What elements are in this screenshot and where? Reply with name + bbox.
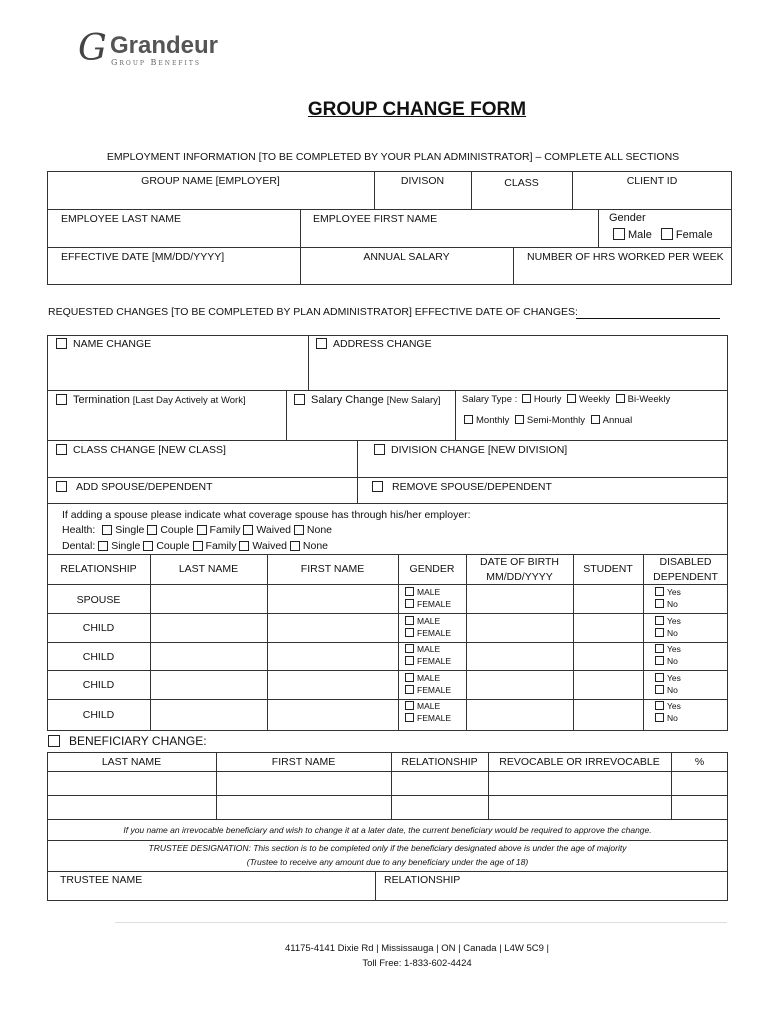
dental-label: Dental: — [62, 540, 96, 552]
female-label: FEMALE — [417, 713, 452, 723]
dependent-relationship: SPOUSE — [76, 594, 121, 606]
health-label: Health: — [62, 524, 96, 536]
no-label: No — [667, 713, 678, 723]
male-checkbox[interactable] — [405, 701, 414, 710]
female-checkbox[interactable] — [405, 713, 414, 722]
gender-label: Gender — [609, 212, 646, 224]
class-label: CLASS — [504, 177, 539, 189]
requested-heading: REQUESTED CHANGES [TO BE COMPLETED BY PLAN ADMINISTRATOR] EFFECTIVE DATE OF CHANGES: — [48, 306, 578, 318]
health-family-label: Family — [209, 524, 241, 536]
health-none-checkbox[interactable] — [294, 525, 304, 535]
yes-label: Yes — [667, 673, 681, 683]
add-spouse-checkbox[interactable] — [56, 481, 67, 492]
gender-options — [405, 672, 451, 696]
dental-coverage-row — [62, 540, 328, 552]
annual-salary-label: ANNUAL SALARY — [363, 251, 450, 263]
male-label: Male — [628, 229, 652, 241]
class-change-checkbox[interactable] — [56, 444, 67, 455]
disabled-header-line2: DEPENDENT — [653, 571, 718, 583]
dependent-relationship: CHILD — [82, 622, 115, 634]
health-coverage-row — [62, 524, 332, 536]
effective-date-line[interactable] — [576, 318, 720, 319]
dental-waived-label: Waived — [252, 540, 287, 552]
hourly-label: Hourly — [533, 394, 562, 405]
dependent-relationship: CHILD — [82, 679, 115, 691]
logo — [78, 30, 248, 74]
effective-date-label: EFFECTIVE DATE [MM/DD/YYYY] — [61, 251, 225, 263]
logo-mark: G — [78, 28, 107, 69]
disabled-options — [655, 615, 681, 639]
male-checkbox[interactable] — [405, 587, 414, 596]
division-change-label: DIVISION CHANGE [NEW DIVISION] — [391, 444, 568, 456]
annual-checkbox[interactable] — [591, 415, 600, 424]
no-label: No — [667, 628, 678, 638]
yes-checkbox[interactable] — [655, 673, 664, 682]
add-spouse-option[interactable] — [56, 481, 213, 493]
termination-note: [Last Day Actively at Work] — [132, 395, 246, 406]
class-change-label: CLASS CHANGE [NEW CLASS] — [73, 444, 226, 456]
trustee-note: TRUSTEE DESIGNATION: This section is to be completed only if the beneficiary designated above is under the age of majority — [148, 843, 627, 853]
beneficiary-heading — [48, 734, 207, 748]
dep-disabled-header — [643, 555, 728, 585]
disabled-options — [655, 672, 681, 696]
disabled-options — [655, 700, 681, 724]
male-checkbox[interactable] — [405, 616, 414, 625]
hours-label: NUMBER OF HRS WORKED PER WEEK — [527, 251, 724, 263]
gender-options — [405, 700, 451, 724]
semimonthly-label: Semi-Monthly — [526, 415, 585, 426]
disabled-options — [655, 586, 681, 610]
yes-label: Yes — [667, 644, 681, 654]
biweekly-label: Bi-Weekly — [627, 394, 671, 405]
female-label: Female — [675, 229, 713, 241]
no-checkbox[interactable] — [655, 628, 664, 637]
female-label: FEMALE — [417, 656, 452, 666]
female-label: FEMALE — [417, 599, 452, 609]
male-label: MALE — [417, 701, 441, 711]
no-label: No — [667, 656, 678, 666]
gender-options — [405, 615, 451, 639]
employment-heading: EMPLOYMENT INFORMATION [TO BE COMPLETED BY YOUR PLAN ADMINISTRATOR] – COMPLETE ALL SECTIONS — [106, 151, 680, 163]
spouse-coverage-question: If adding a spouse please indicate what coverage spouse has through his/her employer: — [62, 509, 471, 521]
male-checkbox[interactable] — [405, 644, 414, 653]
logo-tagline: Group Benefits — [111, 58, 201, 67]
female-checkbox[interactable] — [405, 656, 414, 665]
no-checkbox[interactable] — [655, 599, 664, 608]
dental-couple-label: Couple — [156, 540, 190, 552]
trustee-name-label: TRUSTEE NAME — [60, 874, 143, 886]
address-change-label: ADDRESS CHANGE — [333, 338, 432, 350]
male-checkbox[interactable] — [613, 228, 625, 240]
remove-spouse-checkbox[interactable] — [372, 481, 383, 492]
dep-student-header: STUDENT — [583, 563, 633, 575]
dep-last-name-header: LAST NAME — [178, 563, 239, 575]
ben-revocable-header: REVOCABLE OR IRREVOCABLE — [499, 756, 660, 768]
salary-type-row1 — [462, 394, 670, 405]
remove-spouse-label: REMOVE SPOUSE/DEPENDENT — [392, 481, 552, 493]
dep-relationship-header: RELATIONSHIP — [60, 563, 137, 575]
male-label: MALE — [417, 616, 441, 626]
no-checkbox[interactable] — [655, 685, 664, 694]
remove-spouse-option[interactable] — [372, 481, 552, 493]
male-label: MALE — [417, 644, 441, 654]
health-none-label: None — [306, 524, 333, 536]
yes-checkbox[interactable] — [655, 616, 664, 625]
dep-dob-header — [466, 555, 573, 585]
male-checkbox[interactable] — [405, 673, 414, 682]
logo-brand: Grandeur — [110, 32, 219, 59]
salary-type-label: Salary Type : — [462, 394, 518, 405]
dob-header-line1: DATE OF BIRTH — [480, 556, 559, 568]
dob-header-line2: MM/DD/YYYY — [486, 571, 553, 583]
ben-last-name-header: LAST NAME — [101, 756, 162, 768]
ben-first-name-header: FIRST NAME — [271, 756, 336, 768]
class-change-option[interactable] — [56, 444, 226, 456]
disabled-options — [655, 643, 681, 667]
dep-gender-header: GENDER — [409, 563, 455, 575]
monthly-checkbox[interactable] — [464, 415, 473, 424]
health-family-checkbox[interactable] — [197, 525, 207, 535]
female-checkbox[interactable] — [661, 228, 673, 240]
irrevocable-note: If you name an irrevocable beneficiary and wish to change it at a later date, the current beneficiary would be required to approve the change. — [123, 825, 652, 835]
weekly-checkbox[interactable] — [567, 394, 576, 403]
group-name-label: GROUP NAME [EMPLOYER] — [141, 175, 280, 187]
dental-family-label: Family — [205, 540, 237, 552]
female-checkbox[interactable] — [405, 685, 414, 694]
dental-none-label: None — [302, 540, 329, 552]
female-checkbox[interactable] — [405, 628, 414, 637]
gender-options — [405, 643, 451, 667]
male-label: MALE — [417, 587, 441, 597]
division-label: DIVISON — [400, 175, 445, 187]
salary-change-checkbox[interactable] — [294, 394, 305, 405]
address-change-option[interactable] — [316, 338, 432, 350]
dental-single-checkbox[interactable] — [98, 541, 108, 551]
no-label: No — [667, 599, 678, 609]
female-label: FEMALE — [417, 685, 452, 695]
health-waived-checkbox[interactable] — [243, 525, 253, 535]
dependent-relationship: CHILD — [82, 651, 115, 663]
annual-label: Annual — [602, 415, 633, 426]
name-change-label: NAME CHANGE — [73, 338, 152, 350]
no-checkbox[interactable] — [655, 713, 664, 722]
health-single-label: Single — [115, 524, 145, 536]
gender-options — [613, 228, 713, 241]
beneficiary-heading-label: BENEFICIARY CHANGE: — [69, 734, 207, 748]
salary-type-row2 — [464, 415, 632, 426]
yes-checkbox[interactable] — [655, 587, 664, 596]
termination-label: Termination — [73, 394, 130, 406]
female-label: FEMALE — [417, 628, 452, 638]
ben-percent-header: % — [694, 756, 705, 768]
salary-change-note: [New Salary] — [386, 395, 441, 406]
yes-checkbox[interactable] — [655, 644, 664, 653]
dental-couple-checkbox[interactable] — [143, 541, 153, 551]
salary-change-label: Salary Change — [311, 394, 384, 406]
name-change-checkbox[interactable] — [56, 338, 67, 349]
division-change-checkbox[interactable] — [374, 444, 385, 455]
health-waived-label: Waived — [256, 524, 291, 536]
no-checkbox[interactable] — [655, 656, 664, 665]
beneficiary-change-checkbox[interactable] — [48, 735, 60, 747]
ben-relationship-header: RELATIONSHIP — [401, 756, 478, 768]
dental-none-checkbox[interactable] — [290, 541, 300, 551]
female-checkbox[interactable] — [405, 599, 414, 608]
trustee-relationship-label: RELATIONSHIP — [384, 874, 461, 886]
form-title: GROUP CHANGE FORM — [307, 99, 527, 120]
yes-label: Yes — [667, 616, 681, 626]
footer-divider — [115, 922, 727, 923]
hourly-checkbox[interactable] — [522, 394, 531, 403]
disabled-header-line1: DISABLED — [659, 556, 712, 568]
monthly-label: Monthly — [476, 415, 510, 426]
address-change-checkbox[interactable] — [316, 338, 327, 349]
dependent-relationship: CHILD — [82, 709, 115, 721]
trustee-sub-note: (Trustee to receive any amount due to any beneficiary under the age of 18) — [246, 857, 529, 867]
dental-family-checkbox[interactable] — [193, 541, 203, 551]
gender-options — [405, 586, 451, 610]
first-name-label: EMPLOYEE FIRST NAME — [313, 213, 438, 225]
client-id-label: CLIENT ID — [626, 175, 678, 187]
footer-address: 41175-4141 Dixie Rd | Mississauga | ON | Canada | L4W 5C9 | — [284, 943, 550, 954]
add-spouse-label: ADD SPOUSE/DEPENDENT — [76, 481, 213, 493]
yes-checkbox[interactable] — [655, 701, 664, 710]
weekly-label: Weekly — [579, 394, 610, 405]
biweekly-checkbox[interactable] — [616, 394, 625, 403]
semimonthly-checkbox[interactable] — [515, 415, 524, 424]
yes-label: Yes — [667, 701, 681, 711]
health-couple-checkbox[interactable] — [147, 525, 157, 535]
health-single-checkbox[interactable] — [102, 525, 112, 535]
yes-label: Yes — [667, 587, 681, 597]
termination-checkbox[interactable] — [56, 394, 67, 405]
name-change-option[interactable] — [56, 338, 151, 350]
male-label: MALE — [417, 673, 441, 683]
last-name-label: EMPLOYEE LAST NAME — [61, 213, 182, 225]
termination-option[interactable] — [56, 394, 246, 406]
dental-single-label: Single — [111, 540, 141, 552]
salary-change-option[interactable] — [294, 394, 441, 406]
dep-first-name-header: FIRST NAME — [300, 563, 365, 575]
no-label: No — [667, 685, 678, 695]
division-change-option[interactable] — [374, 444, 567, 456]
footer-phone: Toll Free: 1-833-602-4424 — [362, 958, 472, 969]
health-couple-label: Couple — [160, 524, 194, 536]
dental-waived-checkbox[interactable] — [239, 541, 249, 551]
